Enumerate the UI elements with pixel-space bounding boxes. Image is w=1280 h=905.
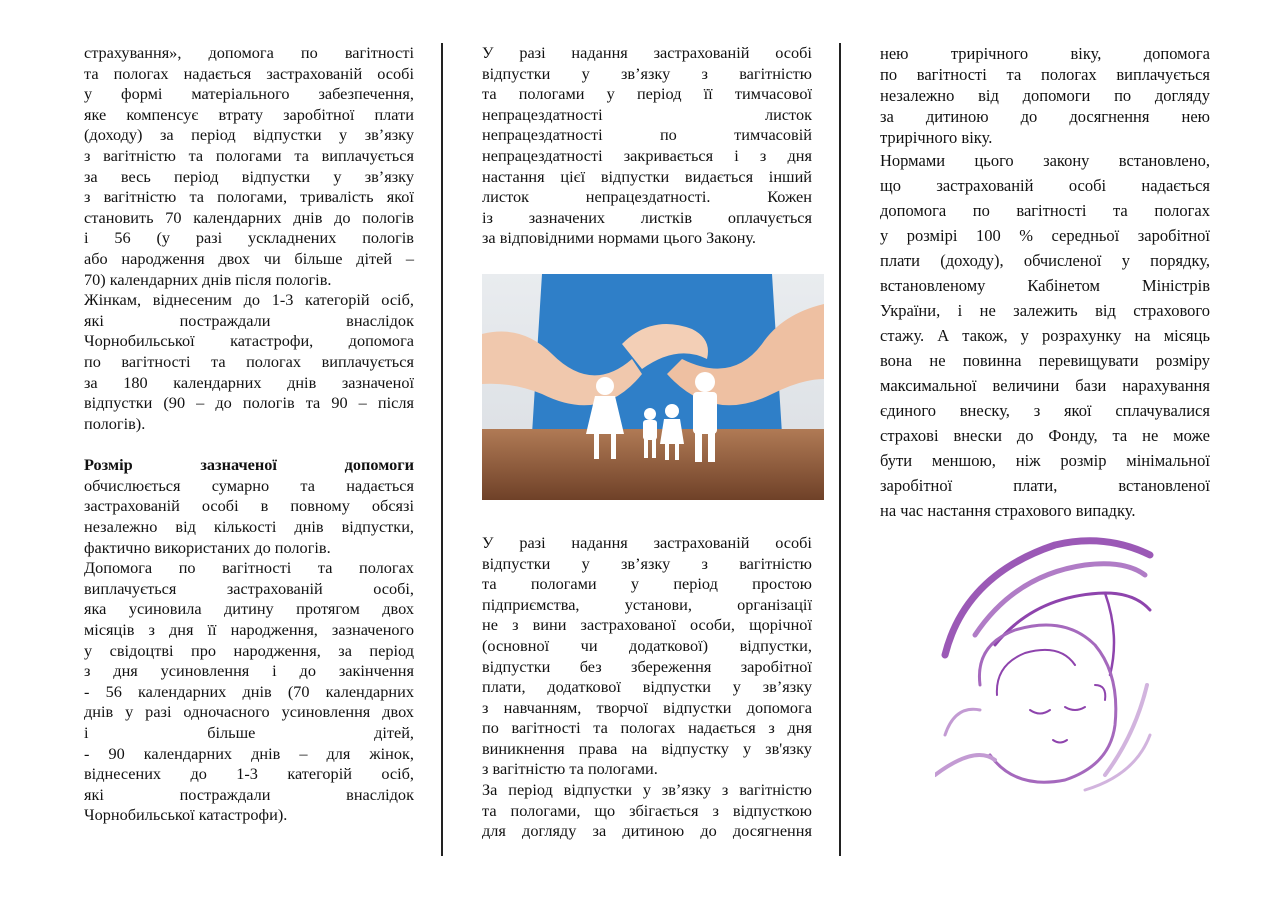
text-line: відпустки без збереження заробітної bbox=[482, 656, 812, 676]
text-line: вона не повинна перевищувати розміру bbox=[880, 351, 1210, 370]
text-line: страхові внески до Фонду, та не може bbox=[880, 426, 1210, 445]
text-line: (доходу) за період відпустки у зв’язку bbox=[84, 125, 414, 145]
text-line: України, і не залежить від страхового bbox=[880, 301, 1210, 320]
text-line: максимальної величини бази нарахування bbox=[880, 376, 1210, 395]
text-line: підприємства, установи, організації bbox=[482, 594, 812, 614]
text-line: стажу. А також, у розрахунку на місяць bbox=[880, 326, 1210, 345]
text-line: та пологами, що збігається з відпусткою bbox=[482, 800, 812, 820]
text-line: і більше дітей, bbox=[84, 723, 414, 742]
text-line: непрацездатності листок bbox=[482, 104, 812, 124]
text-line: відпустки у зв’язку з вагітністю bbox=[482, 63, 812, 83]
text-line: по вагітності та пологах виплачується bbox=[880, 65, 1210, 84]
benefit-size-heading-word: Розмір bbox=[84, 455, 133, 475]
text-line: застрахованій особі в повному обсязі bbox=[84, 496, 414, 516]
text-line: незалежно від допомоги по догляду bbox=[880, 86, 1210, 105]
hands-over-paper-family-photo bbox=[482, 274, 824, 500]
text-line: по вагітності та пологах надається з дня bbox=[482, 718, 812, 738]
paragraph-adoption bbox=[84, 558, 414, 826]
column-left bbox=[84, 43, 414, 826]
text-line: за весь період відпустки у зв’язку bbox=[84, 166, 414, 186]
text-line: із зазначених листків оплачується bbox=[482, 207, 812, 227]
text-line: - 56 календарних днів (70 календарних bbox=[84, 681, 414, 701]
text-line: За період відпустки у зв’язку з вагітністю bbox=[482, 780, 812, 800]
text-line: яка усиновила дитину протягом двох bbox=[84, 599, 414, 619]
column-divider-right bbox=[839, 43, 841, 856]
benefit-size-heading-word: зазначеної bbox=[200, 455, 277, 475]
text-line: на час настання страхового випадку. bbox=[880, 501, 1136, 520]
text-line: У разі надання застрахованій особі bbox=[482, 43, 812, 62]
text-line: відпустки (90 – до пологів та 90 – після bbox=[84, 393, 414, 413]
text-line: Нормами цього закону встановлено, bbox=[880, 151, 1210, 170]
text-line: встановленому Кабінетом Міністрів bbox=[880, 276, 1210, 295]
text-line: які постраждали внаслідок bbox=[84, 784, 414, 804]
paragraph-downtime bbox=[482, 533, 812, 780]
text-line: настання цієї відпустки видається інший bbox=[482, 166, 812, 186]
text-line: плати (доходу), обчисленої у порядку, bbox=[880, 251, 1210, 270]
text-line: бути меншою, ніж розмір мінімальної bbox=[880, 451, 1210, 470]
text-line: по вагітності та пологах виплачується bbox=[84, 351, 414, 371]
text-line: днів у разі одночасного усиновлення двох bbox=[84, 702, 414, 722]
text-line: та пологами у період простою bbox=[482, 574, 812, 594]
text-line: які постраждали внаслідок bbox=[84, 310, 414, 330]
text-line: 70) календарних днів після пологів. bbox=[84, 269, 332, 289]
text-line: за 180 календарних днів зазначеної bbox=[84, 372, 414, 392]
text-line: Чорнобильської катастрофи, допомога bbox=[84, 331, 414, 351]
paragraph-childcare-overlap bbox=[482, 780, 812, 842]
text-line: листок непрацездатності. Кожен bbox=[482, 187, 812, 207]
text-line: відпустки у зв’язку з вагітністю bbox=[482, 553, 812, 573]
text-line: за відповідними нормами цього Закону. bbox=[482, 228, 756, 248]
text-line: та пологах надається застрахованій особі bbox=[84, 63, 414, 83]
benefit-size-heading-word: допомоги bbox=[344, 455, 414, 475]
text-line: (основної чи додаткової) відпустки, bbox=[482, 635, 812, 655]
text-line: трирічного віку. bbox=[880, 128, 993, 147]
text-line: Чорнобильської катастрофи). bbox=[84, 805, 288, 825]
text-line: місяців з дня її народження, зазначеного bbox=[84, 620, 414, 640]
text-line: віднесених до 1-3 категорій осіб, bbox=[84, 764, 414, 784]
text-line: з вагітністю та пологами. bbox=[482, 759, 658, 779]
text-line: У разі надання застрахованій особі bbox=[482, 532, 812, 552]
text-line: що застрахованій особі надається bbox=[880, 176, 1210, 195]
column-divider-left bbox=[441, 43, 443, 856]
text-line: з навчанням, творчої відпустки допомога bbox=[482, 697, 812, 717]
mother-and-baby-illustration bbox=[935, 535, 1155, 797]
text-line: Жінкам, віднесеним до 1-3 категорій осіб, bbox=[84, 290, 414, 310]
paragraph-maternity-benefit bbox=[84, 43, 414, 290]
text-line: допомога по вагітності та пологах bbox=[880, 201, 1210, 220]
text-line: з вагітністю та пологами та виплачується bbox=[84, 145, 414, 165]
text-line: нею трирічного віку, допомога bbox=[880, 44, 1210, 63]
text-line: Допомога по вагітності та пологах bbox=[84, 558, 414, 578]
text-line: виплачується застрахованій особі, bbox=[84, 578, 414, 598]
column-right bbox=[880, 43, 1210, 523]
text-line: з вагітністю та пологами, тривалість якої bbox=[84, 187, 414, 207]
text-line: заробітної плати, встановленої bbox=[880, 476, 1210, 495]
text-line: непрацездатності закривається і з дня bbox=[482, 145, 812, 165]
text-line: становить 70 календарних днів до пологів bbox=[84, 207, 414, 227]
text-line: і 56 (у разі ускладнених пологів bbox=[84, 228, 414, 248]
text-line: з дня усиновлення і до закінчення bbox=[84, 661, 414, 681]
text-line: не з вини застрахованої особи, щорічної bbox=[482, 615, 812, 635]
text-line: незалежно від кількості днів відпустки, bbox=[84, 517, 414, 537]
paragraph-norms bbox=[880, 148, 1210, 523]
text-line: яке компенсує втрату заробітної плати bbox=[84, 104, 414, 124]
text-line: у розмірі 100 % середньої заробітної bbox=[880, 226, 1210, 245]
text-line: єдиного внеску, з якої сплачувалися bbox=[880, 401, 1210, 420]
text-line: або народження двох чи більше дітей – bbox=[84, 248, 414, 268]
text-line: - 90 календарних днів – для жінок, bbox=[84, 743, 414, 763]
text-line: та пологами у період її тимчасової bbox=[482, 84, 812, 104]
text-line: непрацездатності по тимчасовій bbox=[482, 125, 812, 145]
text-line: за дитиною до досягнення нею bbox=[880, 107, 1210, 126]
text-line: страхування», допомога по вагітності bbox=[84, 43, 414, 62]
paragraph-benefit-size bbox=[84, 455, 414, 558]
text-line: пологів). bbox=[84, 413, 146, 433]
text-line: у свідоцтві про народження, за період bbox=[84, 640, 414, 660]
paragraph-independent-care bbox=[880, 43, 1210, 148]
text-line: обчислюється сумарно та надається bbox=[84, 475, 414, 495]
text-line: для догляду за дитиною до досягнення bbox=[482, 821, 812, 841]
paragraph-sick-leave bbox=[482, 43, 812, 249]
text-line: виникнення права на відпустку у зв'язку bbox=[482, 738, 812, 758]
text-line: плати, додаткової відпустки у зв’язку bbox=[482, 677, 812, 697]
paragraph-chornobyl bbox=[84, 290, 414, 434]
text-line: фактично використаних до пологів. bbox=[84, 537, 331, 557]
text-line: у формі матеріального забезпечення, bbox=[84, 84, 414, 104]
